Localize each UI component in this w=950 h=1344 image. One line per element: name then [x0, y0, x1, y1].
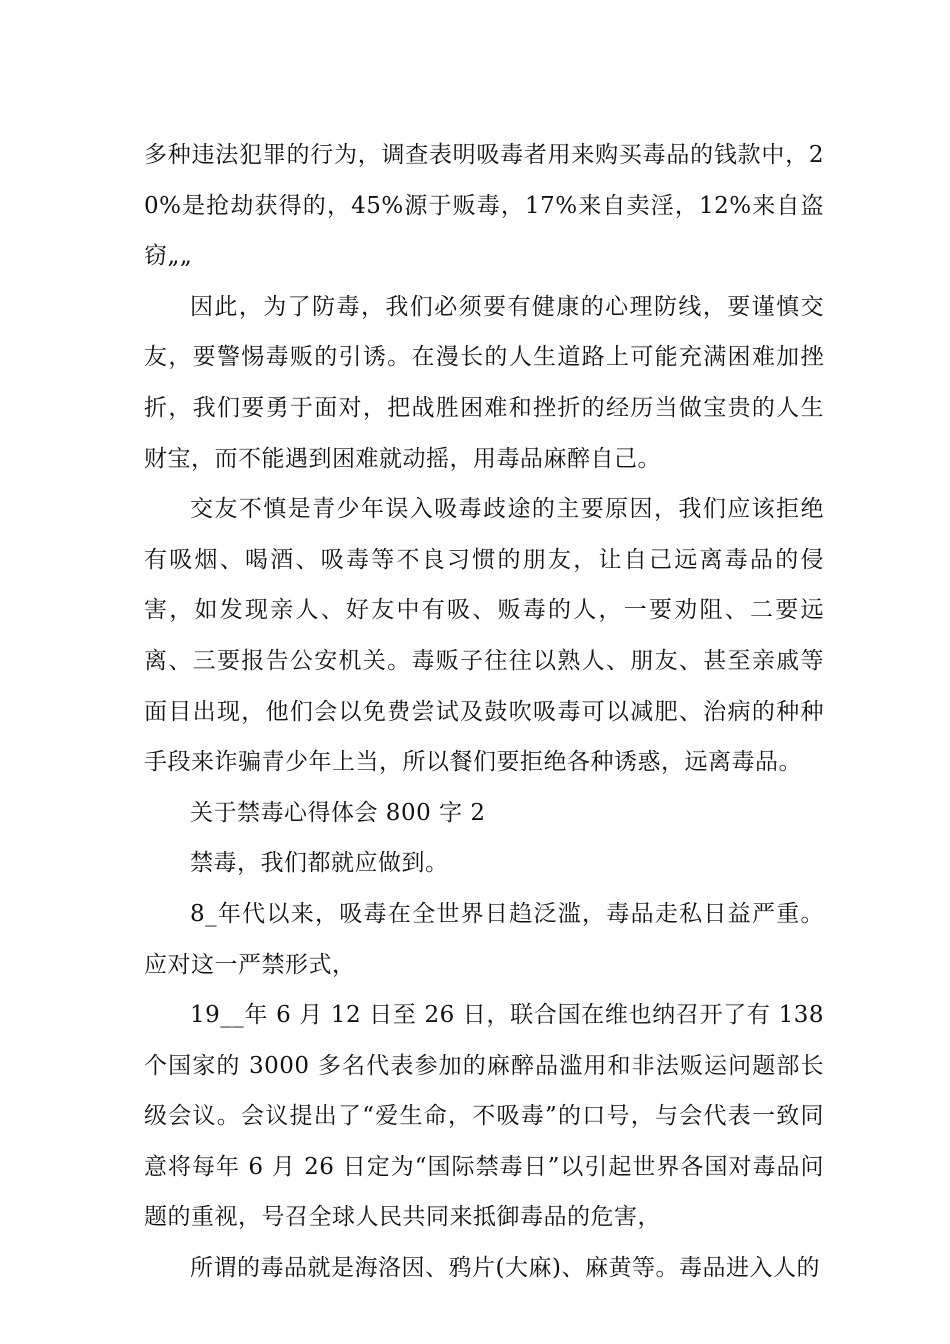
paragraph-8: 所谓的毒品就是海洛因、鸦片(大麻)、麻黄等。毒品进入人的 [190, 1255, 820, 1282]
section-heading: 关于禁毒心得体会 800 字 2 [190, 799, 486, 826]
paragraph-7: 19__年 6 月 12 日至 26 日，联合国在维也纳召开了有 138 个国家的 3000 多名代表参加的麻醉品滥用和非法贩运问题部长级会议。会议提出了“爱生命，不吸毒”的口号，与会代表一致同意将每年 6 月 26 日定为“国际禁毒日”以引起世界各国对毒品问题的重视，号召全球人民共同来抵御毒品的危害， [144, 1002, 824, 1231]
paragraph-6: 8_年代以来，吸毒在全世界日趋泛滥，毒品走私日益严重。应对这一严禁形式， [144, 900, 824, 978]
paragraph-2: 因此，为了防毒，我们必须要有健康的心理防线，要谨慎交友，要警惕毒贩的引诱。在漫长的人生道路上可能充满困难加挫折，我们要勇于面对，把战胜困难和挫折的经历当做宝贵的人生财宝，而不能遇到困难就动摇，用毒品麻醉自己。 [144, 293, 824, 472]
document-body [144, 130, 824, 1294]
paragraph-1: 多种违法犯罪的行为，调查表明吸毒者用来购买毒品的钱款中，20%是抢劫获得的，45%源于贩毒，17%来自卖淫，12%来自盗窃„„ [144, 142, 824, 270]
paragraph-3: 交友不慎是青少年误入吸毒歧途的主要原因，我们应该拒绝有吸烟、喝酒、吸毒等不良习惯的朋友，让自己远离毒品的侵害，如发现亲人、好友中有吸、贩毒的人，一要劝阻、二要远离、三要报告公安机关。毒贩子往往以熟人、朋友、甚至亲戚等面目出现，他们会以免费尝试及鼓吹吸毒可以减肥、治病的种种手段来诈骗青少年上当，所以餐们要拒绝各种诱惑，远离毒品。 [144, 496, 824, 776]
paragraph-5: 禁毒，我们都就应做到。 [190, 850, 449, 877]
